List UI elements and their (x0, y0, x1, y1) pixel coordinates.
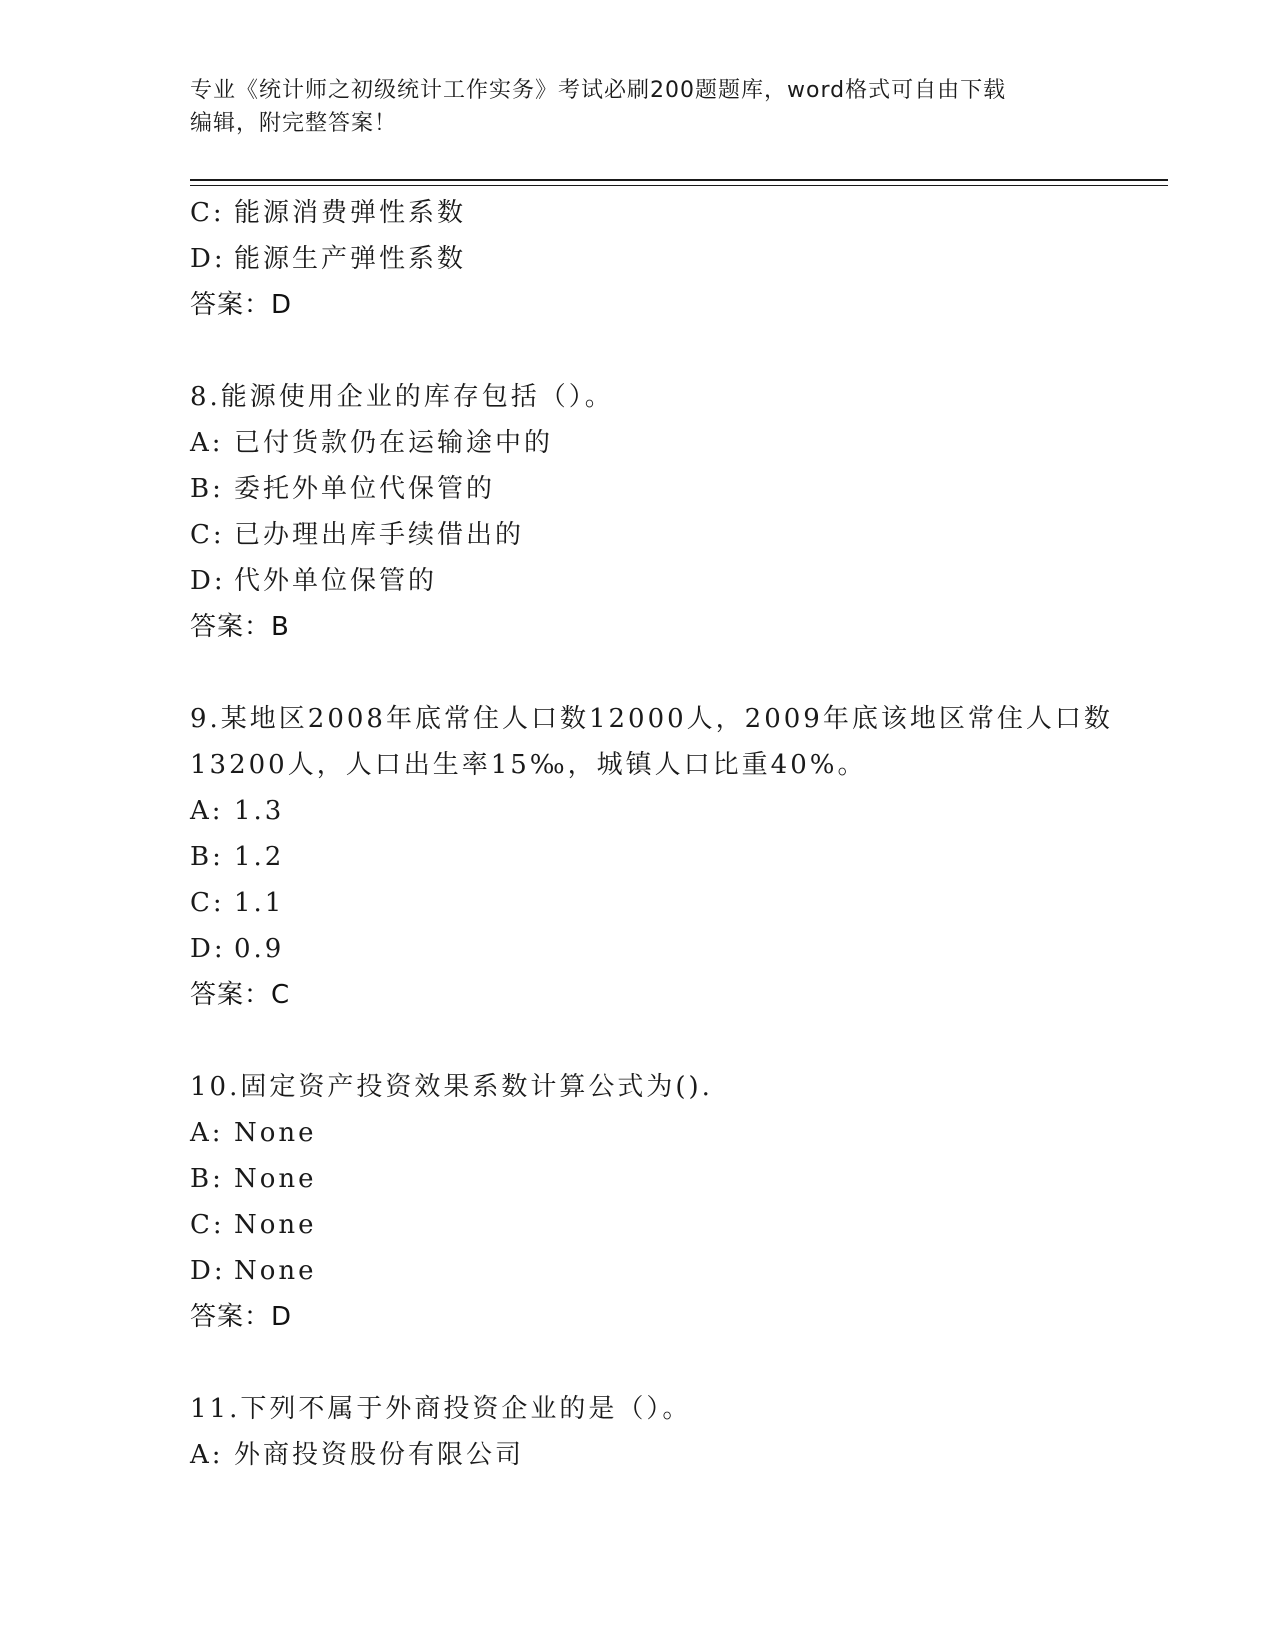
option-a (190, 420, 1150, 466)
header-line-2: 编辑，附完整答案！ (190, 111, 398, 136)
option-b (190, 1156, 1150, 1202)
option-text: 1.1 (234, 888, 285, 918)
question-7 (190, 190, 1150, 328)
option-label: B: (190, 842, 224, 872)
document-header (190, 74, 1090, 140)
option-label: D: (190, 244, 226, 274)
answer: 答案：D (190, 290, 293, 320)
option-label: C: (190, 1210, 225, 1240)
header-divider-thick (190, 179, 1168, 181)
question-text: 10.固定资产投资效果系数计算公式为(). (190, 1072, 713, 1102)
option-c (190, 1202, 1150, 1248)
option-label: D: (190, 566, 226, 596)
option-text: 外商投资股份有限公司 (234, 1440, 525, 1470)
option-text: 1.3 (234, 796, 285, 826)
option-label: D: (190, 1256, 226, 1286)
question-text: 8.能源使用企业的库存包括（）。 (190, 382, 614, 412)
option-a (190, 1432, 1150, 1478)
option-b (190, 834, 1150, 880)
option-b (190, 466, 1150, 512)
header-line-1: 专业《统计师之初级统计工作实务》考试必刷200题题库，word格式可自由下载 (190, 78, 1007, 103)
option-label: A: (190, 1440, 224, 1470)
option-text: None (234, 1164, 317, 1194)
option-text: 能源生产弹性系数 (234, 244, 467, 274)
option-d (190, 1248, 1150, 1294)
option-text: 已付货款仍在运输途中的 (234, 428, 554, 458)
option-label: C: (190, 888, 225, 918)
question-text: 11.下列不属于外商投资企业的是（）。 (190, 1394, 692, 1424)
answer: 答案：C (190, 980, 291, 1010)
question-8 (190, 374, 1150, 650)
spacer (190, 650, 1150, 696)
answer: 答案：D (190, 1302, 293, 1332)
question-11 (190, 1386, 1150, 1478)
option-text: None (234, 1256, 317, 1286)
option-text: 1.2 (234, 842, 285, 872)
spacer (190, 328, 1150, 374)
option-d (190, 236, 1150, 282)
option-text: 0.9 (234, 934, 285, 964)
spacer (190, 1018, 1150, 1064)
option-text: None (234, 1118, 317, 1148)
option-text: 委托外单位代保管的 (234, 474, 496, 504)
question-text-line-1: 9.某地区2008年底常住人口数12000人，2009年底该地区常住人口数 (190, 704, 1113, 734)
option-label: A: (190, 428, 224, 458)
option-d (190, 558, 1150, 604)
option-label: A: (190, 1118, 224, 1148)
option-a (190, 1110, 1150, 1156)
option-label: B: (190, 1164, 224, 1194)
option-text: None (234, 1210, 317, 1240)
question-10 (190, 1064, 1150, 1340)
option-a (190, 788, 1150, 834)
option-c (190, 190, 1150, 236)
option-label: B: (190, 474, 224, 504)
option-text: 代外单位保管的 (234, 566, 438, 596)
option-text: 能源消费弹性系数 (234, 198, 467, 228)
option-label: D: (190, 934, 226, 964)
question-list (190, 190, 1150, 1478)
option-label: C: (190, 520, 225, 550)
option-c (190, 880, 1150, 926)
header-divider-thin (190, 185, 1168, 186)
question-9 (190, 696, 1150, 1018)
option-label: C: (190, 198, 225, 228)
option-text: 已办理出库手续借出的 (234, 520, 525, 550)
option-d (190, 926, 1150, 972)
option-c (190, 512, 1150, 558)
option-label: A: (190, 796, 224, 826)
question-text-line-2: 13200人，人口出生率15‰，城镇人口比重40%。 (190, 750, 867, 780)
spacer (190, 1340, 1150, 1386)
answer: 答案：B (190, 612, 290, 642)
